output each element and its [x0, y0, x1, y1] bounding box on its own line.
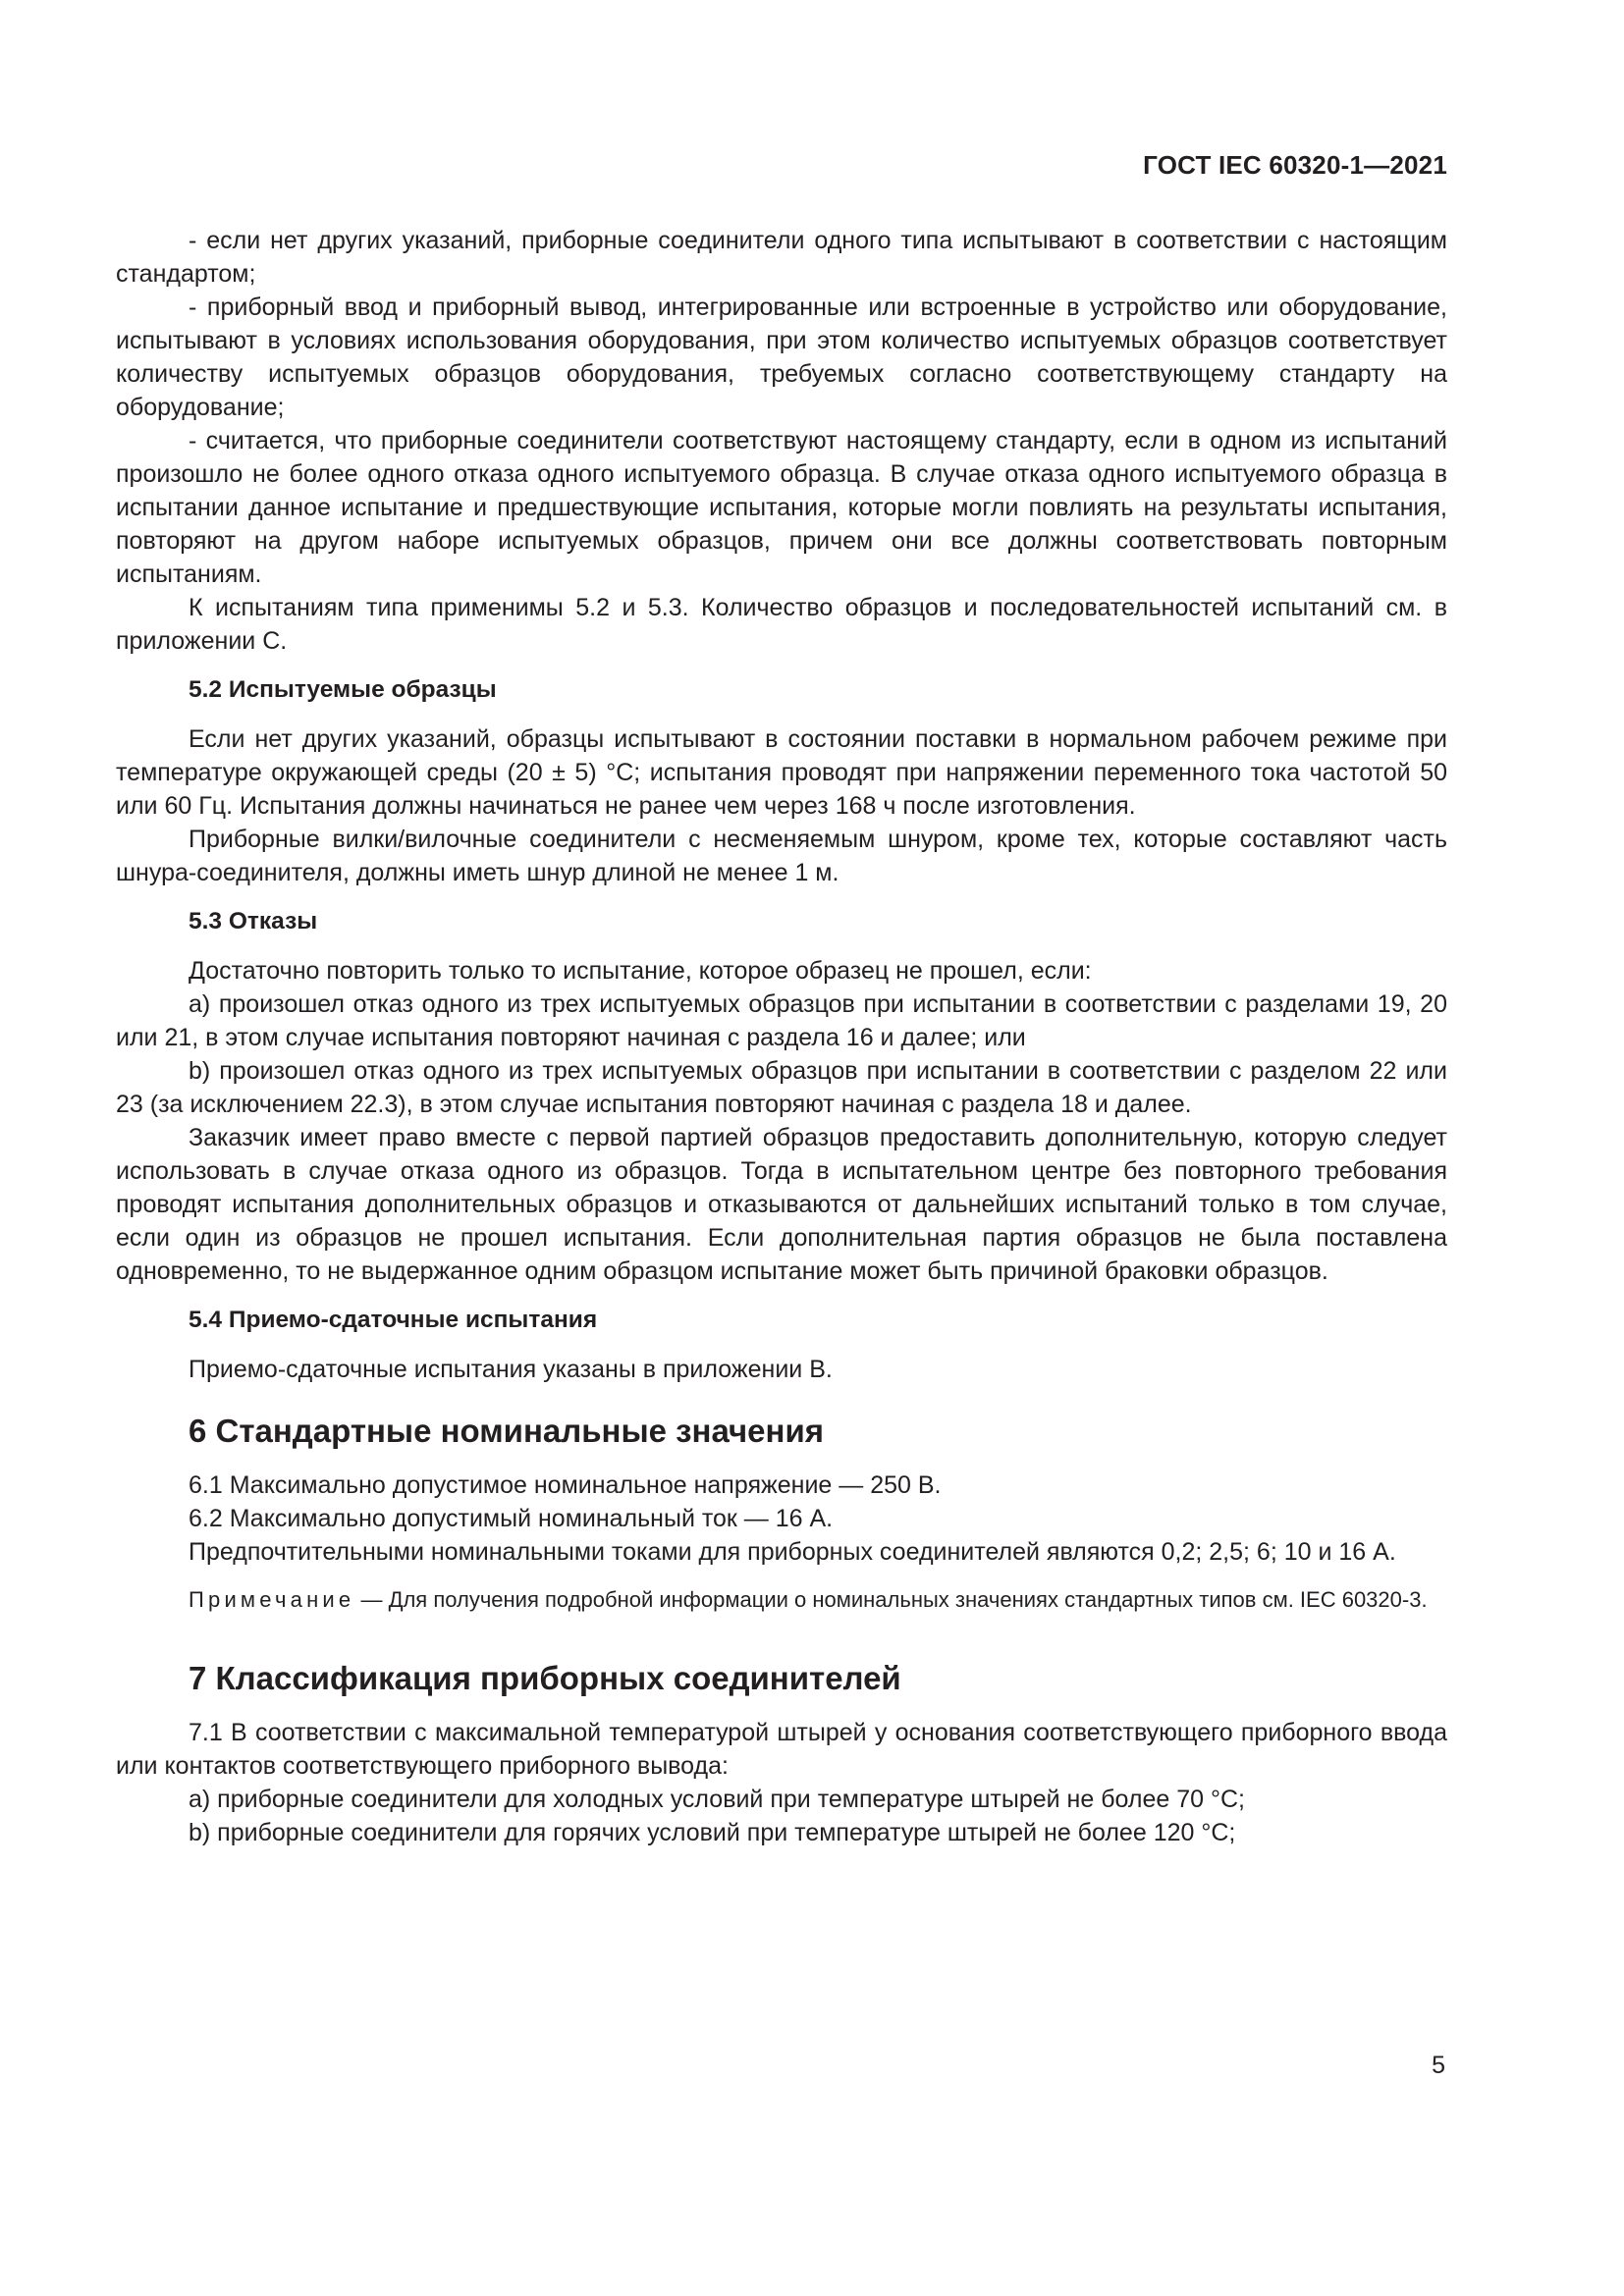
- paragraph: 6.2 Максимально допустимый номинальный ток — 16 А.: [189, 1505, 834, 1532]
- paragraph: Достаточно повторить только то испытание, которое образец не прошел, если:: [189, 957, 1092, 985]
- list-item-a: a) произошел отказ одного из трех испытуемых образцов при испытании в соответствии с разделами 19, 20 или 21, в этом случае испытания повторяют начиная с раздела 16 и далее; или: [116, 990, 1447, 1051]
- paragraph: К испытаниям типа применимы 5.2 и 5.3. Количество образцов и последовательностей испытаний см. в приложении С.: [116, 594, 1447, 655]
- paragraph: Приемо-сдаточные испытания указаны в приложении В.: [189, 1356, 833, 1383]
- paragraph: Если нет других указаний, образцы испытывают в состоянии поставки в нормальном рабочем режиме при температуре окружающей среды (20 ± 5) °С; испытания проводят при напряжении переменного тока частотой 50 или 60 Гц. Испытания должны начинаться не ранее чем через 168 ч после изготовления.: [116, 725, 1447, 820]
- note-text: — Для получения подробной информации о номинальных значениях стандартных типов см. IEC 60320-3.: [354, 1587, 1428, 1612]
- document-designation: ГОСТ IEC 60320-1—2021: [1143, 150, 1447, 180]
- paragraph: Приборные вилки/вилочные соединители с несменяемым шнуром, кроме тех, которые составляют часть шнура-соединителя, должны иметь шнур длиной не менее 1 м.: [116, 826, 1447, 886]
- list-item-b: b) произошел отказ одного из трех испытуемых образцов при испытании в соответствии с разделом 22 или 23 (за исключением 22.3), в этом случае испытания повторяют начиная с раздела 18 и далее.: [116, 1057, 1447, 1118]
- note: [116, 1584, 1447, 1616]
- section-heading-6: 6 Стандартные номинальные значения: [189, 1413, 824, 1449]
- section-heading-7: 7 Классификация приборных соединителей: [189, 1660, 901, 1696]
- page-body: [116, 224, 1447, 1849]
- page-number: 5: [1432, 2052, 1445, 2079]
- section-heading-5-2: 5.2 Испытуемые образцы: [189, 676, 497, 703]
- note-label: Примечание: [189, 1587, 355, 1612]
- section-heading-5-4: 5.4 Приемо-сдаточные испытания: [189, 1307, 598, 1333]
- paragraph: - считается, что приборные соединители соответствуют настоящему стандарту, если в одном из испытаний произошло не более одного отказа одного испытуемого образца. В случае отказа одного испытуемого образца в испытании данное испытание и предшествующие испытания, которые могли повлиять на результаты испытания, повторяют на другом наборе испытуемых образцов, причем они все должны соответствовать повторным испытаниям.: [116, 427, 1447, 588]
- paragraph: Заказчик имеет право вместе с первой партией образцов предоставить дополнительную, которую следует использовать в случае отказа одного из образцов. Тогда в испытательном центре без повторного требования проводят испытания дополнительных образцов и отказываются от дальнейших испытаний только в том случае, если один из образцов не прошел испытания. Если дополнительная партия образцов не была поставлена одновременно, то не выдержанное одним образцом испытание может быть причиной браковки образцов.: [116, 1124, 1447, 1285]
- section-heading-5-3: 5.3 Отказы: [189, 908, 318, 934]
- list-item-b: b) приборные соединители для горячих условий при температуре штырей не более 120 °С;: [189, 1819, 1236, 1846]
- paragraph: Предпочтительными номинальными токами для приборных соединителей являются 0,2; 2,5; 6; 10 и 16 А.: [189, 1538, 1396, 1566]
- paragraph: - приборный ввод и приборный вывод, интегрированные или встроенные в устройство или оборудование, испытывают в условиях использования оборудования, при этом количество испытуемых образцов соответствует количеству испытуемых образцов оборудования, требуемых согласно соответствующему стандарту на оборудование;: [116, 294, 1447, 421]
- paragraph: - если нет других указаний, приборные соединители одного типа испытывают в соответствии с настоящим стандартом;: [116, 227, 1447, 288]
- list-item-a: a) приборные соединители для холодных условий при температуре штырей не более 70 °С;: [189, 1786, 1245, 1813]
- paragraph: 7.1 В соответствии с максимальной температурой штырей у основания соответствующего приборного ввода или контактов соответствующего приборного вывода:: [116, 1719, 1447, 1780]
- paragraph: 6.1 Максимально допустимое номинальное напряжение — 250 В.: [189, 1471, 942, 1499]
